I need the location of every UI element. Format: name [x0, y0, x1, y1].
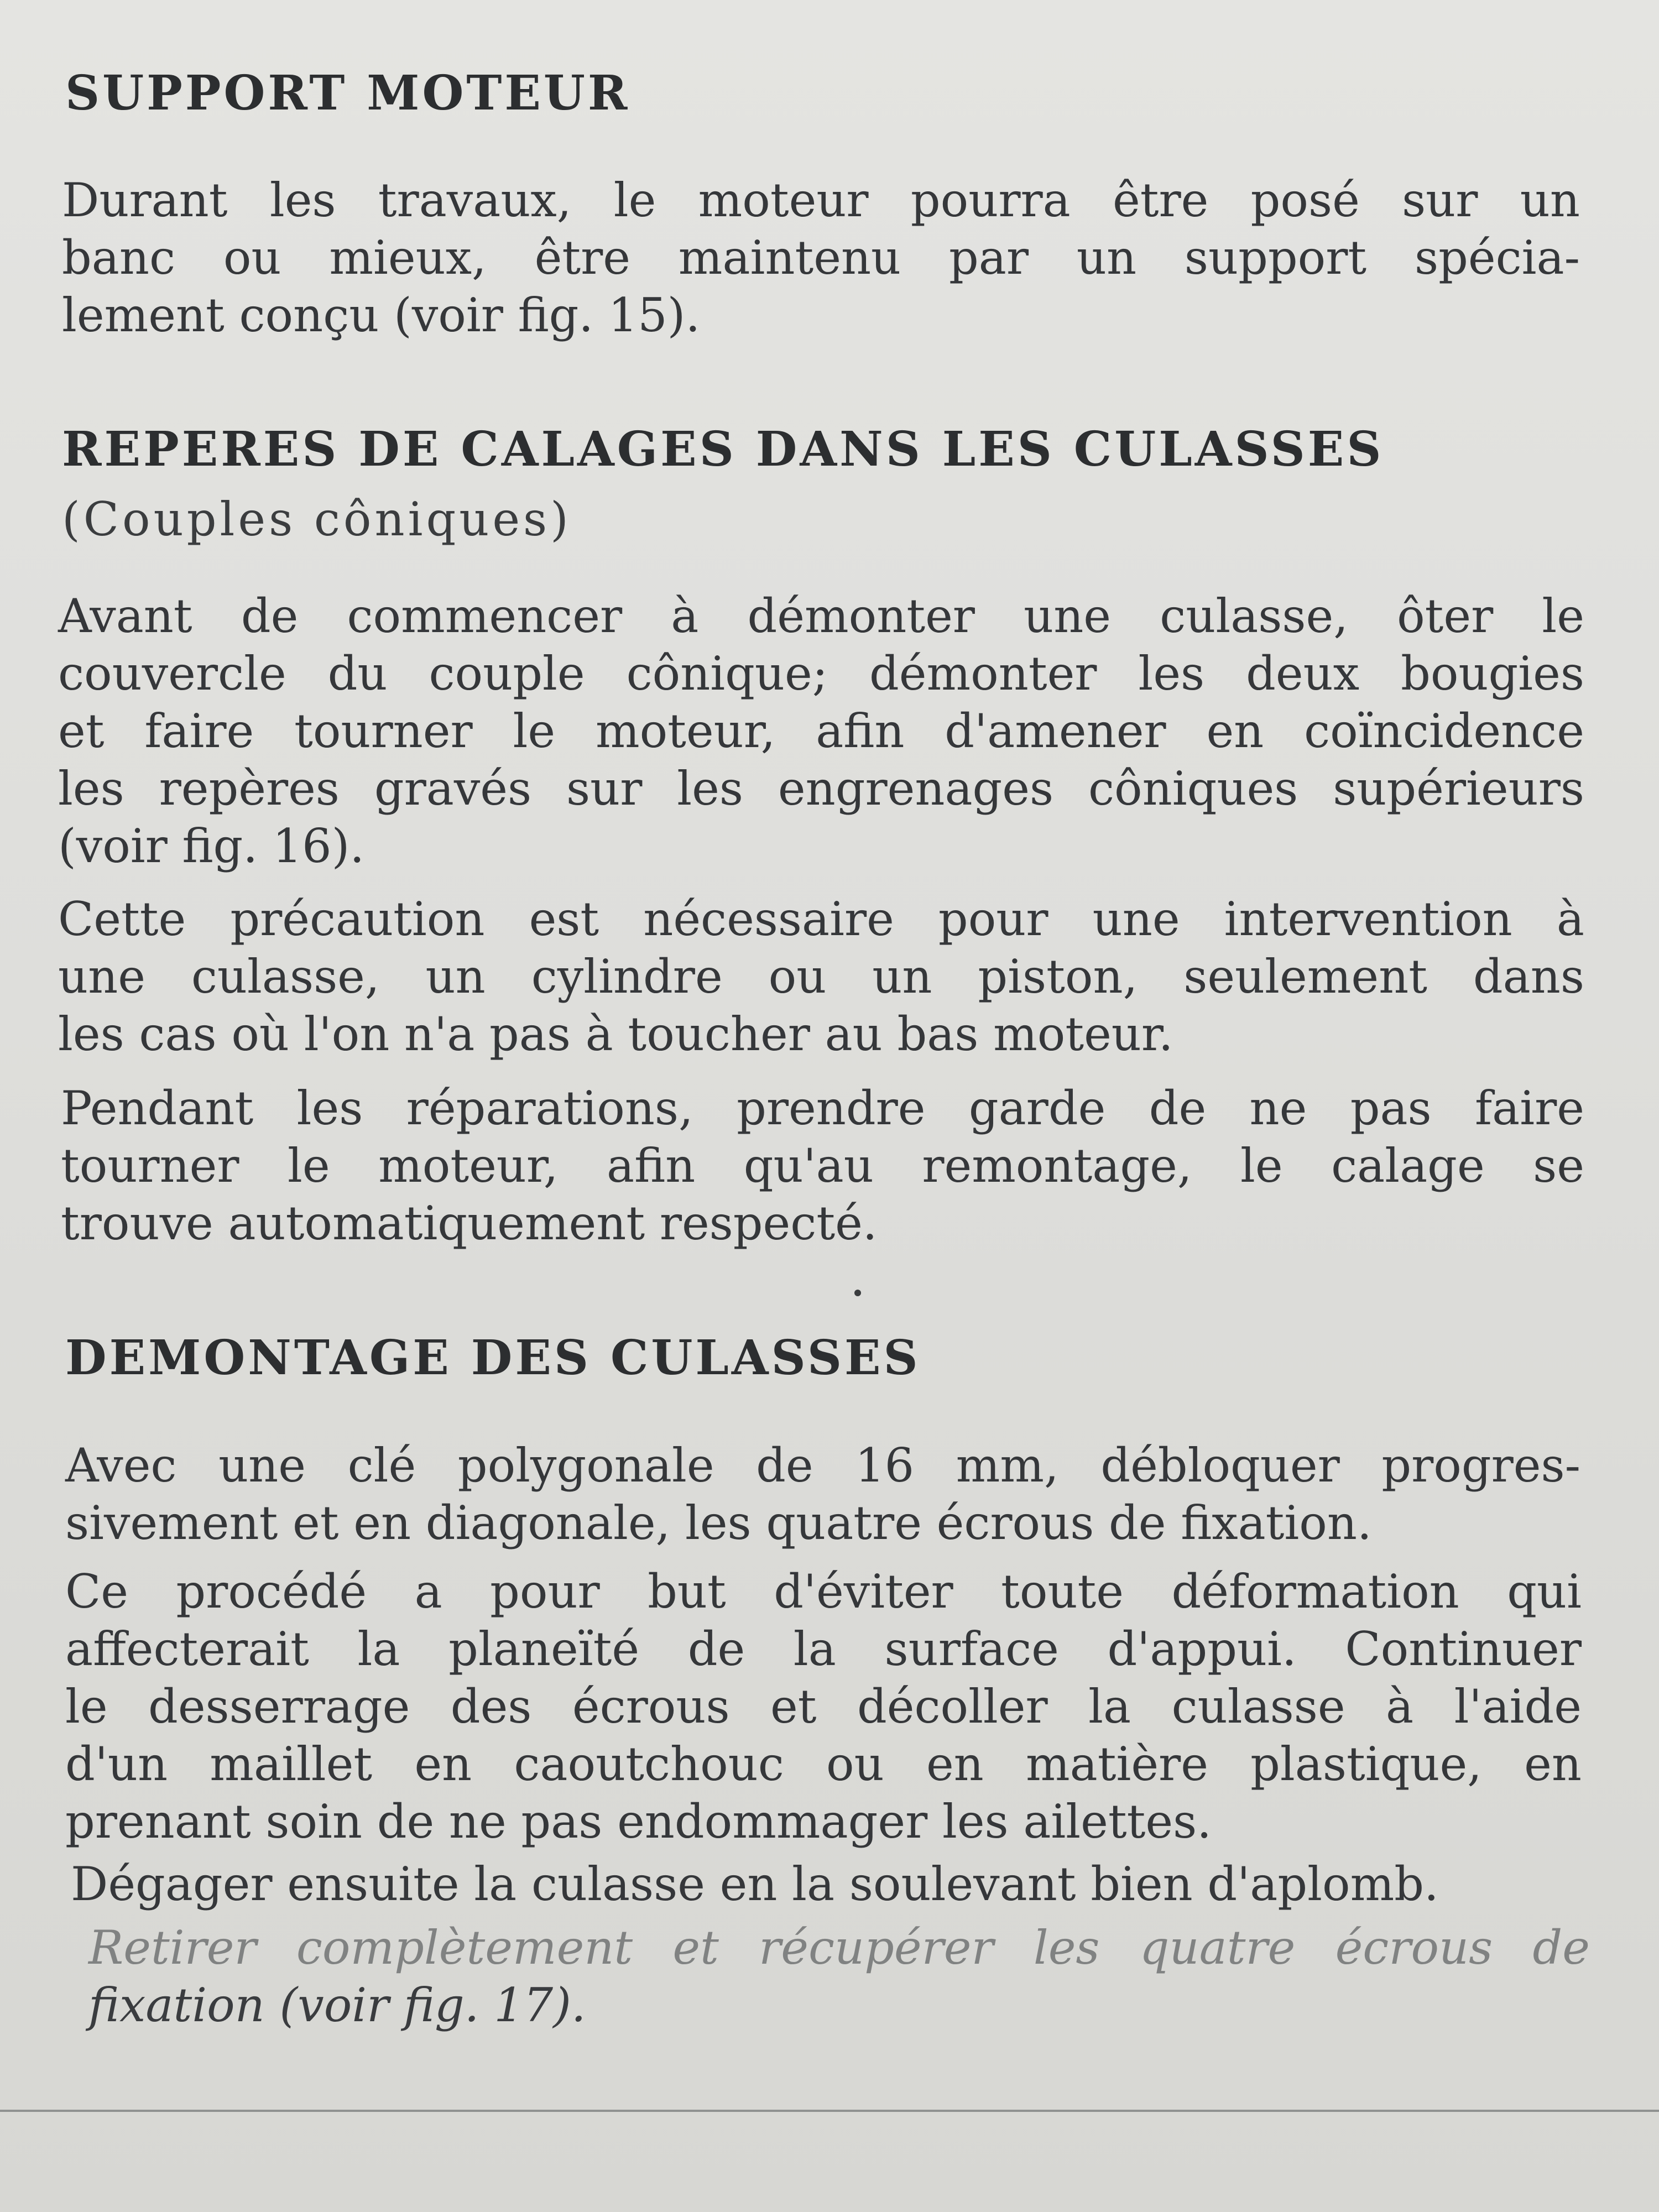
word: déformation [1171, 1564, 1459, 1619]
word: les [58, 761, 124, 816]
word: supérieurs [1333, 761, 1584, 816]
word: pas [1350, 1081, 1432, 1135]
text-line: les cas où l'on n'a pas à toucher au bas moteur. [58, 1007, 1173, 1061]
word: clé [347, 1438, 416, 1493]
text-line [58, 645, 1584, 702]
word: récupérer [759, 1921, 994, 1975]
section-subheading-couples-coniques: (Couples côniques) [62, 492, 572, 546]
word: les [677, 761, 743, 816]
word: de [756, 1438, 813, 1493]
text-line [65, 1678, 1582, 1735]
section-heading-demontage-culasses: DEMONTAGE DES CULASSES [65, 1330, 921, 1386]
word: afin [607, 1139, 696, 1193]
word: des [450, 1679, 532, 1734]
word: le [288, 1139, 330, 1193]
word: moteur, [378, 1139, 559, 1193]
word: deux [1246, 646, 1360, 701]
text-line [62, 229, 1580, 286]
word: Durant [62, 173, 228, 227]
word: ou [826, 1737, 884, 1791]
word: couple [429, 646, 585, 701]
text-line: (voir fig. 16). [58, 819, 365, 873]
word: la [1088, 1679, 1131, 1734]
word: et [770, 1679, 817, 1734]
word: écrous [1335, 1921, 1493, 1975]
word: d'appui. [1107, 1622, 1297, 1676]
word: précaution [230, 892, 485, 946]
word: calage [1331, 1139, 1485, 1193]
word: moteur, [595, 704, 776, 758]
text-line [58, 587, 1584, 645]
word: la [357, 1622, 400, 1676]
word: les [269, 173, 336, 227]
word: qui [1507, 1564, 1582, 1619]
word: culasse, [191, 950, 380, 1004]
word: quatre [1139, 1921, 1296, 1975]
word: démonter [747, 589, 975, 643]
text-line [61, 1079, 1584, 1137]
word: procédé [176, 1564, 367, 1619]
word: un [425, 950, 486, 1004]
word: la [793, 1622, 836, 1676]
word: d'un [65, 1737, 168, 1791]
word: tourner [294, 704, 473, 758]
word: prendre [737, 1081, 926, 1135]
word: support [1184, 231, 1367, 285]
paragraph-degager-ensuite [71, 1855, 1575, 1913]
paragraph-cette-precaution [58, 890, 1584, 1063]
paragraph-avant-de-commencer [58, 587, 1584, 875]
word: à [1556, 892, 1584, 946]
text-line [88, 1919, 1590, 1976]
word: les [1033, 1921, 1100, 1975]
word: afin [816, 704, 905, 758]
word: ôter [1397, 589, 1494, 643]
word: une [218, 1438, 306, 1493]
text-line: prenant soin de ne pas endommager les ailettes. [65, 1794, 1212, 1849]
word: engrenages [778, 761, 1054, 816]
text-line [65, 1563, 1582, 1620]
word: et [672, 1921, 719, 1975]
text-line: trouve automatiquement respecté. [61, 1196, 878, 1250]
paragraph-ce-procede [65, 1563, 1582, 1850]
word: décoller [857, 1679, 1048, 1734]
word: ou [768, 950, 827, 1004]
page-bottom-rule [0, 2110, 1659, 2112]
word: Avec [65, 1438, 177, 1493]
word: qu'au [743, 1139, 874, 1193]
word: être [1113, 173, 1209, 227]
paragraph-pendant-les-reparations [61, 1079, 1584, 1252]
word: à [671, 589, 699, 643]
word: surface [884, 1622, 1059, 1676]
word: les [296, 1081, 363, 1135]
word: polygonale [457, 1438, 714, 1493]
word: est [529, 892, 599, 946]
word: pour [938, 892, 1048, 946]
word: desserrage [148, 1679, 410, 1734]
word: pour [490, 1564, 600, 1619]
word: se [1533, 1139, 1584, 1193]
word: un [1520, 173, 1580, 227]
paragraph-retirer-completement [88, 1919, 1590, 2034]
text-line [61, 1137, 1584, 1194]
text-line [62, 171, 1580, 229]
text-line: sivement et en diagonale, les quatre écrous de fixation. [65, 1496, 1372, 1550]
word: remontage, [922, 1139, 1192, 1193]
word: planeïté [448, 1622, 640, 1676]
word: le [513, 704, 556, 758]
word: but [648, 1564, 726, 1619]
text-line: fixation (voir fig. 17). [88, 1978, 586, 2032]
word: Cette [58, 892, 186, 946]
word: caoutchouc [514, 1737, 784, 1791]
section-heading-support-moteur: SUPPORT MOTEUR [65, 65, 630, 121]
word: moteur [698, 173, 869, 227]
word: nécessaire [643, 892, 894, 946]
text-line [65, 1620, 1582, 1678]
word: coïncidence [1304, 704, 1584, 758]
word: affecterait [65, 1622, 309, 1676]
word: le [65, 1679, 108, 1734]
word: faire [1475, 1081, 1584, 1135]
word: Retirer [88, 1921, 257, 1975]
word: sur [566, 761, 643, 816]
word: travaux, [378, 173, 572, 227]
word: un [1076, 231, 1137, 285]
word: mm, [956, 1438, 1059, 1493]
word: en [414, 1737, 472, 1791]
word: écrous [572, 1679, 730, 1734]
word: les [1138, 646, 1205, 701]
word: complètement [296, 1921, 633, 1975]
word: maillet [210, 1737, 373, 1791]
word: seulement [1183, 950, 1427, 1004]
word: d'amener [945, 704, 1166, 758]
text-line: Dégager ensuite la culasse en la soulevant bien d'aplomb. [71, 1857, 1439, 1911]
word: le [613, 173, 656, 227]
word: le [1542, 589, 1584, 643]
word: pourra [910, 173, 1071, 227]
word: de [687, 1622, 745, 1676]
word: culasse, [1160, 589, 1348, 643]
word: en [1206, 704, 1264, 758]
paragraph-avec-une-cle [65, 1437, 1580, 1552]
paragraph-support-moteur [62, 171, 1580, 344]
word: piston, [978, 950, 1138, 1004]
printed-dot-mark [854, 1290, 861, 1296]
word: et [58, 704, 105, 758]
text-line [65, 1437, 1580, 1494]
section-heading-reperes-calages: REPERES DE CALAGES DANS LES CULASSES [62, 421, 1384, 477]
word: repères [159, 761, 340, 816]
word: toute [1001, 1564, 1124, 1619]
word: faire [144, 704, 254, 758]
text-line [65, 1735, 1582, 1793]
word: matière [1025, 1737, 1208, 1791]
word: côniques [1088, 761, 1298, 816]
word: Avant [58, 589, 192, 643]
word: ne [1249, 1081, 1307, 1135]
word: par [949, 231, 1029, 285]
word: tourner [61, 1139, 239, 1193]
word: du [327, 646, 388, 701]
word: à [1386, 1679, 1414, 1734]
word: une [1092, 892, 1180, 946]
word: en [926, 1737, 984, 1791]
word: l'aide [1454, 1679, 1582, 1734]
text-line [58, 890, 1584, 948]
word: intervention [1224, 892, 1512, 946]
word: débloquer [1100, 1438, 1340, 1493]
word: ou [223, 231, 281, 285]
word: commencer [347, 589, 623, 643]
text-line [58, 760, 1584, 817]
word: posé [1250, 173, 1360, 227]
word: un [872, 950, 932, 1004]
word: spécia- [1415, 231, 1580, 285]
word: progres- [1381, 1438, 1580, 1493]
word: de [241, 589, 299, 643]
word: une [58, 950, 145, 1004]
word: Continuer [1345, 1622, 1582, 1676]
text-line [58, 702, 1584, 760]
word: culasse [1171, 1679, 1345, 1734]
word: bougies [1401, 646, 1584, 701]
word: a [414, 1564, 442, 1619]
word: maintenu [678, 231, 901, 285]
word: de [1532, 1921, 1590, 1975]
word: le [1240, 1139, 1283, 1193]
word: une [1024, 589, 1112, 643]
word: couvercle [58, 646, 286, 701]
word: 16 [855, 1438, 915, 1493]
word: plastique, [1250, 1737, 1482, 1791]
word: être [534, 231, 630, 285]
word: gravés [374, 761, 532, 816]
text-line [58, 948, 1584, 1005]
word: réparations, [406, 1081, 693, 1135]
word: cônique; [626, 646, 828, 701]
word: en [1524, 1737, 1582, 1791]
word: banc [62, 231, 175, 285]
word: garde [968, 1081, 1106, 1135]
word: de [1149, 1081, 1207, 1135]
word: dans [1473, 950, 1584, 1004]
word: mieux, [329, 231, 487, 285]
text-line: lement conçu (voir fig. 15). [62, 288, 701, 342]
word: Pendant [61, 1081, 254, 1135]
word: Ce [65, 1564, 128, 1619]
word: d'éviter [774, 1564, 953, 1619]
word: démonter [869, 646, 1097, 701]
word: cylindre [531, 950, 723, 1004]
word: sur [1402, 173, 1478, 227]
